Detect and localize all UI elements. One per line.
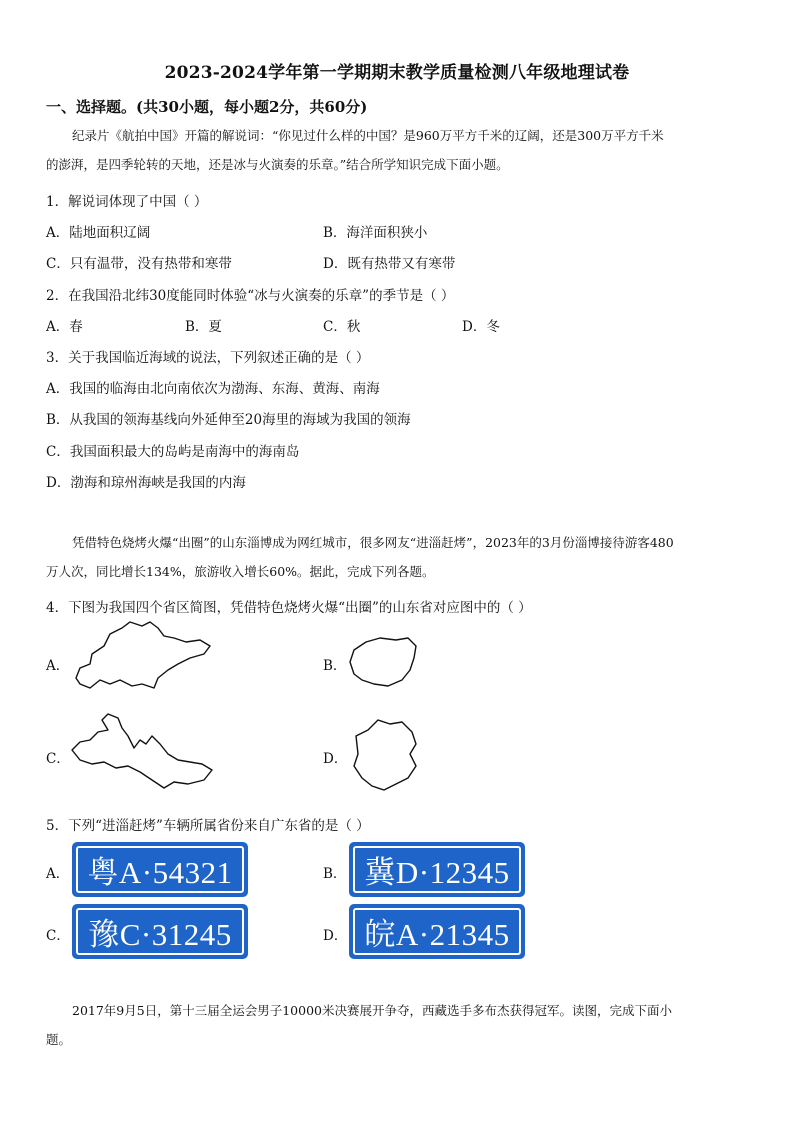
q4-option-a[interactable]: A．: [46, 658, 70, 674]
q4-option-b[interactable]: B．: [323, 658, 347, 674]
q1-option-d[interactable]: D．既有热带又有寒带: [323, 256, 456, 272]
passage-2-line-2: 万人次，同比增长134%，旅游收入增长60%。据此，完成下列各题。: [46, 564, 435, 579]
passage-3: [46, 996, 751, 1054]
passage-1-line-1: 纪录片《航拍中国》开篇的解说词：“你见过什么样的中国？是960万平方千米的辽阔，还是300万平方千米: [72, 128, 664, 143]
license-plate-c-text: 豫C·31245: [76, 908, 244, 955]
exam-title: 2023-2024学年第一学期期末教学质量检测八年级地理试卷: [164, 63, 630, 83]
question-5-stem: 5．下列“进淄赶烤”车辆所属省份来自广东省的是（ ）: [46, 818, 370, 834]
province-outline-hunan: [346, 716, 426, 794]
section-heading: 一、选择题。(共30小题，每小题2分，共60分): [46, 98, 368, 116]
q2-option-b[interactable]: B．夏: [185, 319, 222, 335]
q1-option-a[interactable]: A．陆地面积辽阔: [46, 225, 151, 241]
q1-option-c[interactable]: C．只有温带，没有热带和寒带: [46, 256, 232, 272]
q2-option-c[interactable]: C．秋: [323, 319, 361, 335]
license-plate-c: [72, 904, 248, 959]
q1-option-b[interactable]: B．海洋面积狭小: [323, 225, 428, 241]
question-2-stem: 2．在我国沿北纬30度能同时体验“冰与火演奏的乐章”的季节是（ ）: [46, 288, 455, 304]
passage-2-line-1: 凭借特色烧烤火爆“出圈”的山东淄博成为网红城市，很多网友“进淄赶烤”，2023年的3月份淄博接待游客480: [72, 535, 674, 550]
q2-option-a[interactable]: A．春: [46, 319, 83, 335]
license-plate-d-text: 皖A·21345: [353, 908, 521, 955]
q5-option-c[interactable]: C．: [46, 928, 70, 944]
q3-option-d[interactable]: D．渤海和琼州海峡是我国的内海: [46, 475, 246, 491]
province-outline-hainan: [340, 634, 422, 690]
passage-1: [46, 121, 751, 179]
question-4-stem: 4．下图为我国四个省区简图，凭借特色烧烤火爆“出圈”的山东省对应图中的（ ）: [46, 600, 532, 616]
q3-option-a[interactable]: A．我国的临海由北向南依次为渤海、东海、黄海、南海: [46, 381, 380, 397]
license-plate-a-text: 粤A·54321: [76, 846, 244, 893]
license-plate-d: [349, 904, 525, 959]
license-plate-b-text: 冀D·12345: [353, 846, 521, 893]
passage-2: [46, 528, 751, 586]
province-outline-gansu: [68, 710, 218, 790]
license-plate-b: [349, 842, 525, 897]
q5-option-a[interactable]: A．: [46, 866, 70, 882]
passage-1-line-2: 的澎湃，是四季轮转的天地，还是冰与火演奏的乐章。”结合所学知识完成下面小题。: [46, 157, 509, 172]
q4-option-d[interactable]: D．: [323, 751, 348, 767]
q5-option-b[interactable]: B．: [323, 866, 347, 882]
question-1-stem: 1．解说词体现了中国（ ）: [46, 194, 208, 210]
q3-option-c[interactable]: C．我国面积最大的岛屿是南海中的海南岛: [46, 444, 300, 460]
q4-option-c[interactable]: C．: [46, 751, 70, 767]
passage-3-line-2: 题。: [46, 1032, 72, 1047]
q3-option-b[interactable]: B．从我国的领海基线向外延伸至20海里的海域为我国的领海: [46, 412, 411, 428]
q2-option-d[interactable]: D．冬: [462, 319, 500, 335]
province-outline-shandong: [70, 618, 215, 693]
license-plate-a: [72, 842, 248, 897]
question-3-stem: 3．关于我国临近海域的说法，下列叙述正确的是（ ）: [46, 350, 370, 366]
passage-3-line-1: 2017年9月5日，第十三届全运会男子10000米决赛展开争夺，西藏选手多布杰获得冠军。读图，完成下面小: [72, 1003, 672, 1018]
q5-option-d[interactable]: D．: [323, 928, 348, 944]
